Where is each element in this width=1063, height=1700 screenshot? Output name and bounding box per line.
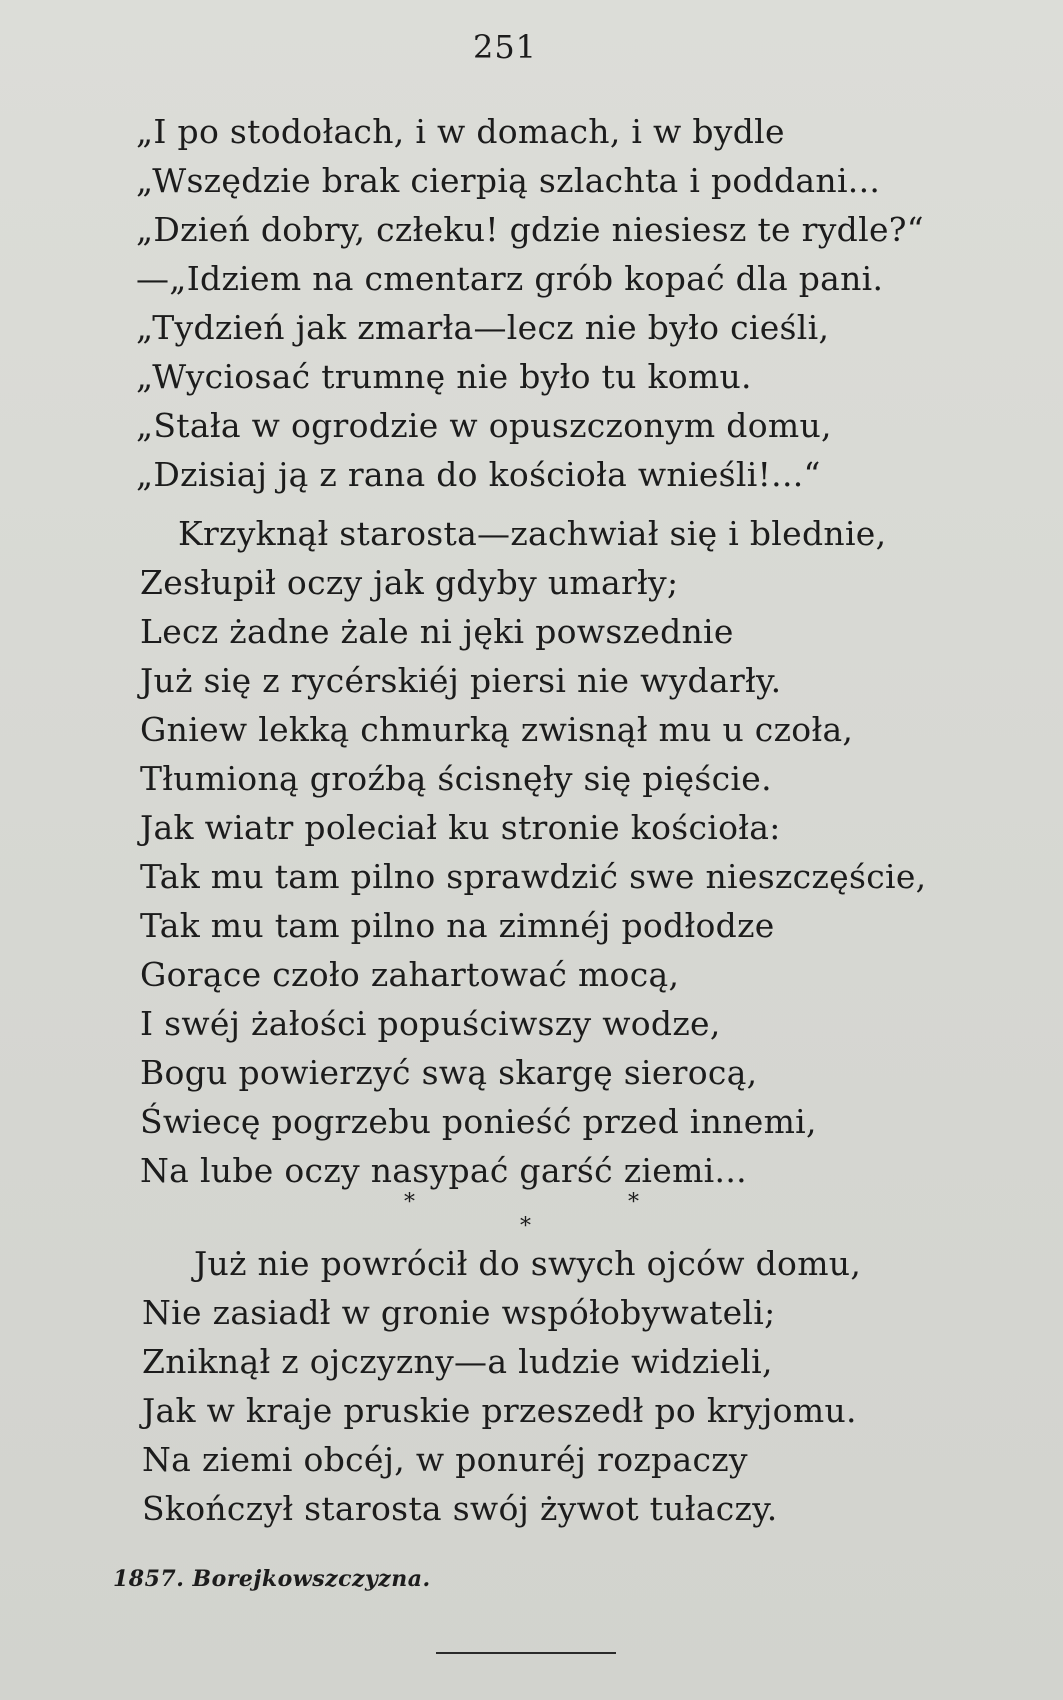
poem-line: Tak mu tam pilno na zimnéj podłodze <box>140 906 775 945</box>
poem-line: Bogu powierzyć swą skargę sierocą, <box>140 1053 758 1092</box>
poem-line: Gniew lekką chmurką zwisnął mu u czoła, <box>140 710 854 749</box>
divider-star: * <box>404 1190 415 1215</box>
poem-line: „Dzisiaj ją z rana do kościoła wnieśli!...“ <box>136 455 821 494</box>
poem-line: Zesłupił oczy jak gdyby umarły; <box>140 563 679 602</box>
poem-line: —„Idziem na cmentarz grób kopać dla pani. <box>136 259 884 298</box>
divider-star: * <box>628 1190 639 1215</box>
poem-line: Nie zasiadł w gronie współobywateli; <box>142 1293 776 1332</box>
poem-line: Tłumioną groźbą ścisnęły się pięście. <box>140 759 772 798</box>
end-rule <box>436 1652 616 1654</box>
poem-line: Gorące czoło zahartować mocą, <box>140 955 680 994</box>
poem-line: „I po stodołach, i w domach, i w bydle <box>136 112 785 151</box>
poem-line: Tak mu tam pilno sprawdzić swe nieszczęście, <box>140 857 927 896</box>
poem-line: I swéj żałości popuściwszy wodze, <box>140 1004 721 1043</box>
page-number: 251 <box>472 28 538 66</box>
poem-line: „Tydzień jak zmarła—lecz nie było cieśli, <box>136 308 830 347</box>
poem-line: Już się z rycérskiéj piersi nie wydarły. <box>140 661 782 700</box>
section-divider <box>0 1190 1010 1250</box>
poem-line: „Wszędzie brak cierpią szlachta i poddani... <box>136 161 881 200</box>
date-place-note: 1857. Borejkowszczyzna. <box>113 1566 431 1592</box>
poem-line: Zniknął z ojczyzny—a ludzie widzieli, <box>142 1342 773 1381</box>
poem-line: Świecę pogrzebu ponieść przed innemi, <box>140 1102 817 1141</box>
poem-line: Na ziemi obcéj, w ponuréj rozpaczy <box>142 1440 748 1479</box>
poem-line: Już nie powrócił do swych ojców domu, <box>194 1244 862 1283</box>
poem-line: Jak w kraje pruskie przeszedł po kryjomu. <box>142 1391 857 1430</box>
poem-line: „Dzień dobry, człeku! gdzie niesiesz te rydle?“ <box>136 210 924 249</box>
poem-line: Lecz żadne żale ni jęki powszednie <box>140 612 734 651</box>
poem-line: Jak wiatr poleciał ku stronie kościoła: <box>140 808 781 847</box>
poem-line: Skończył starosta swój żywot tułaczy. <box>142 1489 778 1528</box>
poem-line: Na lube oczy nasypać garść ziemi... <box>140 1151 747 1190</box>
divider-star: * <box>520 1214 531 1239</box>
poem-line: „Wyciosać trumnę nie było tu komu. <box>136 357 752 396</box>
poem-line: Krzyknął starosta—zachwiał się i blednie, <box>178 514 887 553</box>
poem-line: „Stała w ogrodzie w opuszczonym domu, <box>136 406 832 445</box>
